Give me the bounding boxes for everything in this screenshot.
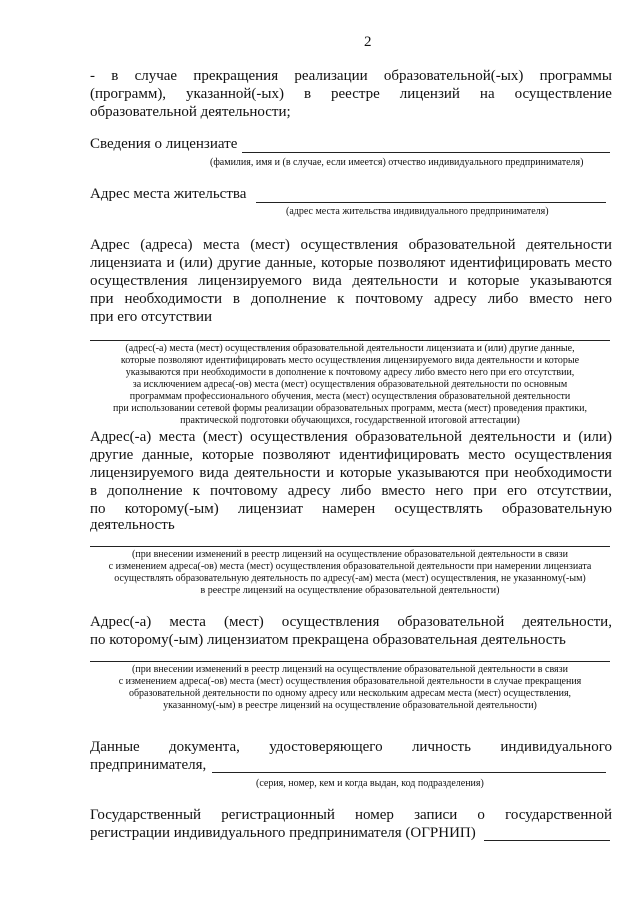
word: другие [90, 447, 134, 463]
word: (программ), [90, 86, 167, 102]
word: дополнение [250, 291, 327, 307]
word: осуществления [514, 447, 612, 463]
section1-line-1 [90, 237, 612, 254]
section2-caption-3: осуществлять образовательную деятельность по адресу(-ам) места (мест) осуществления, не указанному(-ым) [114, 573, 586, 584]
section1-caption-5: программам профессионального обучения, места (мест) осуществления образовательной деятельности [129, 391, 571, 402]
section1-input-line [90, 340, 610, 341]
word: место [574, 255, 612, 271]
section2-caption-2: с изменением адреса(-ов) места (мест) осуществления образовательной деятельности при намерении лицензиата [108, 561, 592, 572]
ogrnip-input-line [484, 840, 610, 841]
word: регистрационный [221, 807, 335, 823]
ogrnip-label: регистрации индивидуального предпринимателя (ОГРНИП) [90, 825, 476, 841]
residence-label: Адрес места жительства [90, 186, 247, 202]
word: вместо [529, 291, 574, 307]
word: при [485, 465, 509, 481]
word: осуществлять [394, 501, 483, 517]
word: прекращения [193, 68, 279, 84]
word: образовательную [501, 501, 612, 517]
word: (мест) [223, 614, 264, 630]
word: вида [199, 465, 229, 481]
word: другие [217, 255, 261, 271]
word: документа, [169, 739, 240, 755]
section2-caption-4: в реестре лицензий на осуществление образовательной деятельности) [200, 585, 500, 596]
word: осуществления [250, 429, 348, 445]
section1-caption-2: которые позволяют идентифицировать место осуществления лицензируемого вида деятельности и которые [120, 355, 580, 366]
section2-line-4 [90, 483, 612, 500]
identity-doc-label: предпринимателя, [90, 757, 207, 773]
word: деятельности [352, 273, 439, 289]
word: (или) [578, 429, 612, 445]
word: и [166, 255, 175, 271]
licensee-label: Сведения о лицензиате [90, 136, 238, 152]
word: указываются [397, 465, 480, 481]
word: (мест) [202, 429, 243, 445]
word: осуществления [300, 237, 399, 253]
word: лицензий [399, 86, 460, 102]
word: которые [201, 447, 254, 463]
word: Адрес(-а) [90, 614, 152, 630]
word: данные, [265, 255, 317, 271]
licensee-input-line [242, 152, 610, 153]
word: идентифицировать [339, 447, 460, 463]
section3-line-1 [90, 614, 612, 631]
section2-line-1 [90, 429, 612, 446]
word: него [584, 291, 612, 307]
word: о [477, 807, 485, 823]
word: вместо [381, 483, 426, 499]
word: его [507, 483, 527, 499]
word: и [326, 465, 335, 481]
word: место [468, 447, 506, 463]
word: которому(-ым) [124, 501, 219, 517]
word: вида [312, 273, 342, 289]
section3-caption-4: указанному(-ым) в реестре лицензий на осуществление образовательной деятельности) [163, 700, 537, 711]
section3-caption-1: (при внесении изменений в реестр лицензий на осуществление образовательной деятельности в связи [132, 664, 568, 675]
word: в [303, 86, 312, 102]
section3-caption-3: образовательной деятельности по одному адресу или нескольким адресам места (мест) осуществления, [128, 688, 572, 699]
ogrnip-line-1 [90, 807, 612, 824]
word: в [90, 483, 98, 499]
word: на [479, 86, 495, 102]
word: отсутствии, [537, 483, 612, 499]
word: либо [487, 291, 519, 307]
word: записи [414, 807, 458, 823]
word: позволяют [377, 255, 446, 271]
word: почтовому [209, 483, 278, 499]
word: позволяют [262, 447, 331, 463]
licensee-caption: (фамилия, имя и (в случае, если имеется) отчество индивидуального предпринимателя) [210, 157, 584, 168]
word: указываются [529, 273, 612, 289]
word: к [337, 291, 345, 307]
word: почтовому [355, 291, 424, 307]
word: места [203, 237, 240, 253]
word: удостоверяющего [269, 739, 383, 755]
section3-input-line [90, 661, 610, 662]
word: него [435, 483, 464, 499]
section1-line-5: при его отсутствии [90, 309, 213, 325]
word: при [473, 483, 497, 499]
word: номер [355, 807, 394, 823]
word: образовательной(-ых) [383, 68, 524, 84]
section3-caption-2: с изменением адреса(-ов) места (мест) осуществления образовательной деятельности в случае прекращения [118, 676, 582, 687]
word: случае [134, 68, 178, 84]
page-number: 2 [364, 34, 372, 50]
word: адресу [434, 291, 477, 307]
section2-caption-1: (при внесении изменений в реестр лицензий на осуществление образовательной деятельности в связи [132, 549, 568, 560]
word: индивидуального [500, 739, 612, 755]
word: лицензируемого [198, 273, 302, 289]
word: места [158, 429, 196, 445]
word: деятельности, [522, 614, 612, 630]
word: - [90, 68, 95, 84]
residence-caption: (адрес места жительства индивидуального предпринимателя) [286, 206, 549, 217]
word: (мест) [250, 237, 290, 253]
section2-input-line [90, 546, 610, 547]
section1-caption-6: при использовании сетевой формы реализации образовательных программ, места (мест) проведения практики, [113, 403, 587, 414]
word: осуществления [281, 614, 380, 630]
word: места [169, 614, 206, 630]
word: деятельности [234, 465, 321, 481]
word: по [90, 501, 106, 517]
word: образовательной [355, 429, 463, 445]
word: либо [340, 483, 372, 499]
word: которые [339, 465, 392, 481]
word: (или) [179, 255, 213, 271]
word: которые [467, 273, 520, 289]
word: образовательной [397, 614, 505, 630]
intro-line-1 [90, 68, 612, 85]
word: личность [411, 739, 471, 755]
section2-line-2 [90, 447, 612, 464]
word: лицензируемого [90, 465, 194, 481]
section2-line-3 [90, 465, 612, 482]
word: которые [320, 255, 373, 271]
word: и [448, 273, 457, 289]
identity-doc-input-line [212, 772, 606, 773]
word: Адрес(-а) [90, 429, 152, 445]
word: к [192, 483, 200, 499]
section2-line-5 [90, 501, 612, 518]
word: идентифицировать [449, 255, 571, 271]
word: данные, [142, 447, 193, 463]
section2-line-6: деятельность [90, 517, 175, 533]
identity-doc-caption: (серия, номер, кем и когда выдан, код подразделения) [256, 778, 484, 789]
word: в [232, 291, 240, 307]
section1-line-3 [90, 273, 612, 290]
word: деятельности [469, 429, 556, 445]
word: и [562, 429, 571, 445]
section1-line-2 [90, 255, 612, 272]
word: Адрес [90, 237, 130, 253]
word: необходимости [514, 465, 612, 481]
intro-line-3: образовательной деятельности; [90, 104, 291, 120]
section1-caption-3: указываются при необходимости в дополнение к почтовому адресу либо вместо него при его отсутствии, [125, 367, 575, 378]
word: лицензиат [237, 501, 303, 517]
word: Данные [90, 739, 140, 755]
word: намерен [322, 501, 376, 517]
word: государственной [505, 807, 612, 823]
word: адресу [287, 483, 331, 499]
word: дополнение [107, 483, 183, 499]
word: в [111, 68, 119, 84]
word: лицензиата [90, 255, 162, 271]
section3-line-2: по которому(-ым) лицензиатом прекращена образовательная деятельность [90, 632, 566, 648]
word: (адреса) [140, 237, 193, 253]
word: указанной(-ых) [186, 86, 284, 102]
section1-caption-1: (адрес(-а) места (мест) осуществления образовательной деятельности лицензиата и (или) другие данные, [125, 343, 575, 354]
section1-caption-4: за исключением адреса(-ов) места (мест) осуществления образовательной деятельности по основным [132, 379, 568, 390]
intro-line-2 [90, 86, 612, 103]
word: осуществления [90, 273, 188, 289]
section1-line-4 [90, 291, 612, 308]
identity-doc-line-1 [90, 739, 612, 756]
word: программы [539, 68, 612, 84]
word: при [90, 291, 114, 307]
word: реестре [331, 86, 380, 102]
residence-input-line [256, 202, 606, 203]
word: деятельности [526, 237, 612, 253]
word: необходимости [124, 291, 222, 307]
word: образовательной [408, 237, 516, 253]
word: реализации [294, 68, 368, 84]
word: Государственный [90, 807, 202, 823]
section1-caption-7: практической подготовки обучающихся, государственной итоговой аттестации) [180, 415, 520, 426]
word: осуществление [514, 86, 612, 102]
